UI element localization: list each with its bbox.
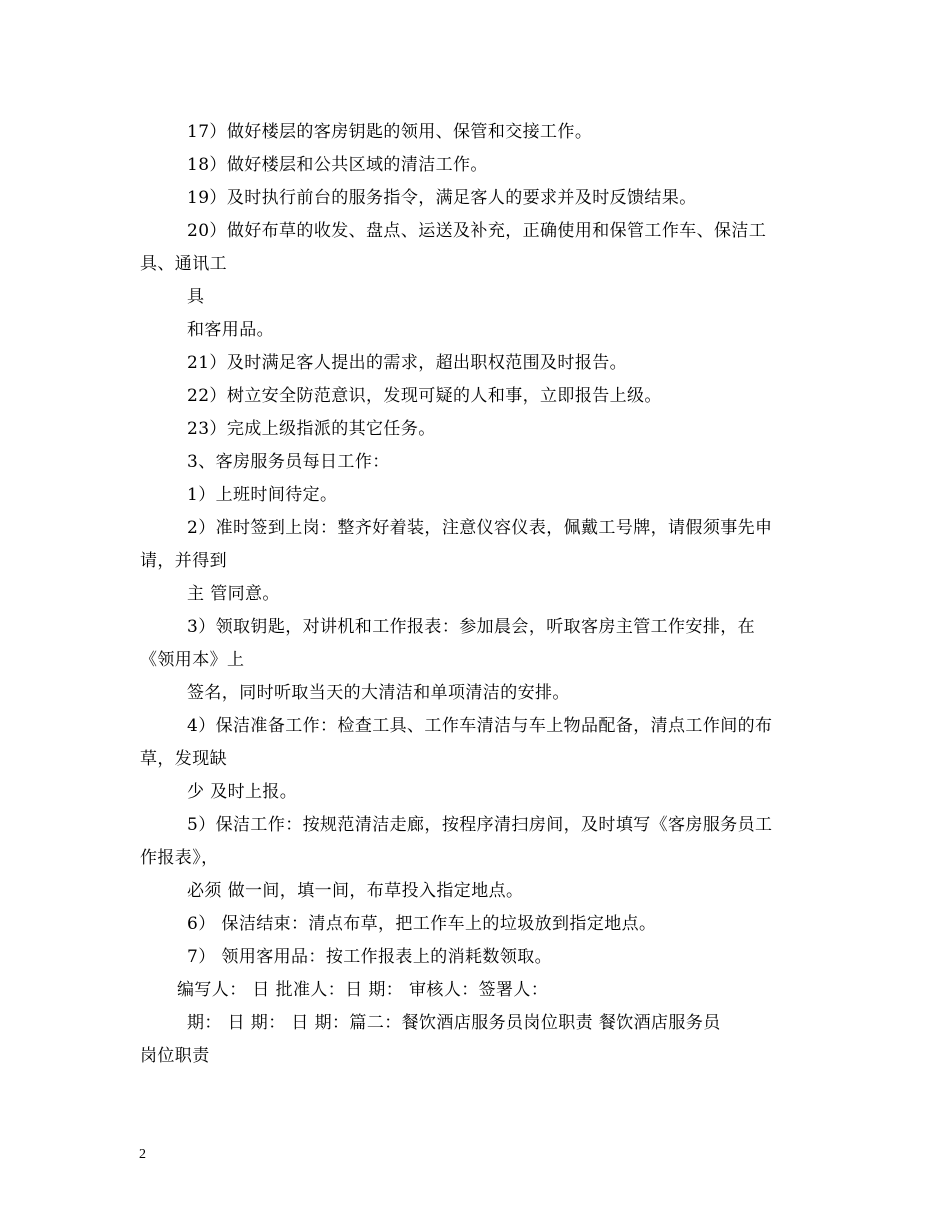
text-line: 5）保洁工作：按规范清洁走廊，按程序清扫房间，及时填写《客房服务员工 xyxy=(187,815,773,835)
text-line: 4）保洁准备工作：检查工具、工作车清洁与车上物品配备，清点工作间的布 xyxy=(187,716,773,736)
text-line: 岗位职责 xyxy=(140,1046,210,1066)
text-line: 必须 做一间，填一间，布草投入指定地点。 xyxy=(187,881,524,901)
text-line: 期： 日 期： 日 期：篇二：餐饮酒店服务员岗位职责 餐饮酒店服务员 xyxy=(187,1013,721,1033)
text-line: 21）及时满足客人提出的需求，超出职权范围及时报告。 xyxy=(187,353,628,373)
text-line: 具 xyxy=(187,287,205,307)
text-line: 6） 保洁结束：清点布草，把工作车上的垃圾放到指定地点。 xyxy=(187,914,657,934)
text-line: 3）领取钥匙，对讲机和工作报表：参加晨会，听取客房主管工作安排，在 xyxy=(187,617,756,637)
document-body xyxy=(140,116,815,1073)
text-line: 20）做好布草的收发、盘点、运送及补充，正确使用和保管工作车、保洁工 xyxy=(187,221,767,241)
text-line: 7） 领用客用品：按工作报表上的消耗数领取。 xyxy=(187,947,553,967)
text-line: 22）树立安全防范意识，发现可疑的人和事，立即报告上级。 xyxy=(187,386,662,406)
page-number: 2 xyxy=(139,1147,146,1162)
text-line: 《领用本》上 xyxy=(140,650,245,670)
text-line: 17）做好楼层的客房钥匙的领用、保管和交接工作。 xyxy=(187,122,593,142)
text-line: 和客用品。 xyxy=(187,320,274,340)
text-line: 草，发现缺 xyxy=(140,749,227,769)
text-line: 作报表》， xyxy=(140,848,219,868)
text-line: 签名，同时听取当天的大清洁和单项清洁的安排。 xyxy=(187,683,570,703)
text-line: 23）完成上级指派的其它任务。 xyxy=(187,419,436,439)
text-line: 请，并得到 xyxy=(140,551,227,571)
text-line: 主 管同意。 xyxy=(187,584,280,604)
text-line: 具、通讯工 xyxy=(140,254,227,274)
text-line: 编写人： 日 批准人：日 期： 审核人：签署人： xyxy=(177,980,549,1000)
text-line: 18）做好楼层和公共区域的清洁工作。 xyxy=(187,155,488,175)
text-line: 1）上班时间待定。 xyxy=(187,485,338,505)
text-line: 19）及时执行前台的服务指令，满足客人的要求并及时反馈结果。 xyxy=(187,188,697,208)
text-line: 3、客房服务员每日工作： xyxy=(187,452,390,472)
text-line: 2）准时签到上岗：整齐好着装，注意仪容仪表，佩戴工号牌，请假须事先申 xyxy=(187,518,773,538)
text-line: 少 及时上报。 xyxy=(187,782,298,802)
